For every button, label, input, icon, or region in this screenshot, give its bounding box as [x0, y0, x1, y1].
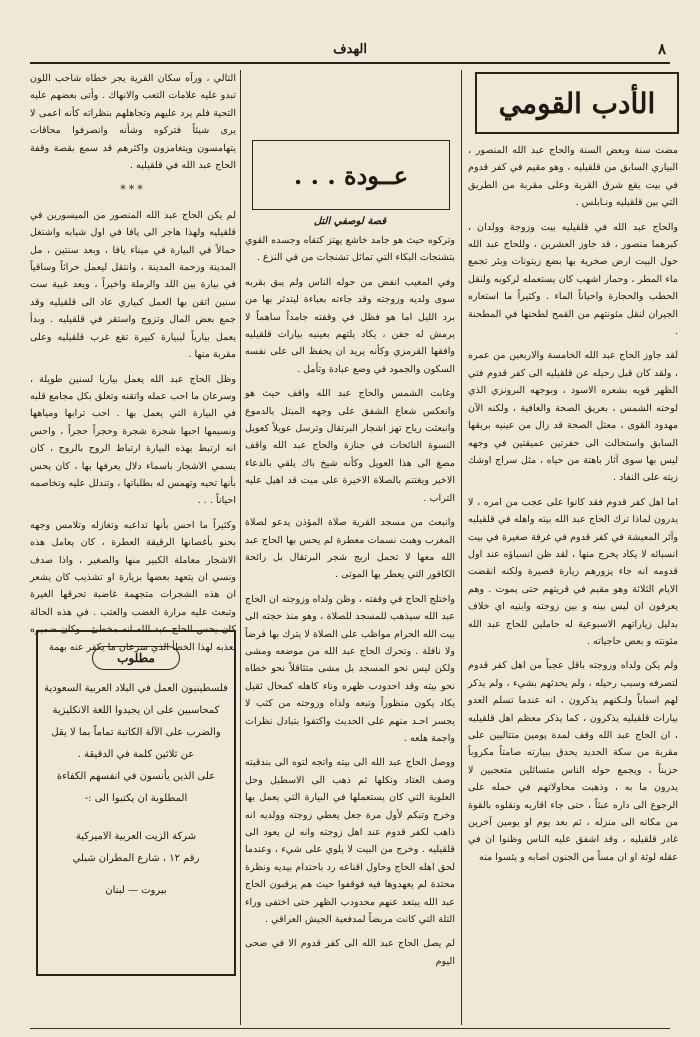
page-header	[30, 40, 670, 64]
ad-line: كمحاسبين على ان يجيدوا اللغة الانكليزية والضرب على الآلة الكاتبة تماماً بما لا يقل عن ثلاثين كلمة في الدقيقة .	[51, 705, 221, 760]
paragraph: اما اهل كفر قدوم فقد كانوا على عجب من امره ، لا يدرون لماذا ترك الحاج عبد الله بيته واهله في قلقيليه وآثر المعيشة في كفر قدوم في غرفة صغيرة في بيت انسبائه لا يكاد يخرج منها ، لقد ظن انسباؤه عند اول قدومه انه جاء يزورهم زيارة قصيرة ولكنه انقضت الايام الثلاثة وهو مقيم في قريتهم حتى يموت . وهم يعرفون ان ليس بينه و بين زوجته وابنيه اي خلاف بدليل زياراتهم الاسبوعية له حاملين للحاج عبد الله مئونته و بعض حاجياته .	[468, 496, 678, 647]
column-divider-right	[461, 70, 462, 1025]
ad-company: شركة الزيت العربية الاميركية	[75, 831, 197, 842]
paragraph: وكثيراً ما احس بأنها تداعبه وتغازله وتلامس وجهه بحنو بأغصانها الرقيقة العطرة ، كان يعامل هذه الاشجار معاملة الكبير منها والصغير ، واذا صدف ونسي ان يتعهد بعضها بزيارة او تشذيب كان يشعر ان هذه الشجرات متجهمة غاضبة تحرقها الغيرة وتبعث عليه مرارة الغضب والعتب . في هذه الحالة كان يحس الحاج عبد الله انه مخطئ ، وكان ضميره يعذبه لهذا الخطأ الذي سرعان ما يكفر عنه بهمة	[30, 519, 236, 653]
left-column	[30, 70, 236, 653]
right-column	[468, 70, 678, 1030]
paragraph: وانبعث من مسجد القرية صلاة المؤذن يدعو لصلاة المغرب وهبت نسمات معطرة لم يحس بها الحاج عبد الله معها لا تحمل اريج شجر البرتقال بل رائحة الكافور التي يعطر بها الموتى .	[245, 517, 455, 581]
ad-line: فلسطينيون العمل في البلاد العربية السعودية	[44, 683, 228, 694]
ad-title: مطلوب	[92, 646, 180, 670]
paragraph: ووصل الحاج عبد الله الى بيته واتجه لتوه الى بندقيته وصف العتاد ونكلها ثم ذهب الى الاسطبل وحل العلوية التي كان يستعملها في البيارة التي يعمل بها وخرج وتبكم لأول مرة جعل يعطي زوجته وولديه انه ذاهب لكفر قدوم عند اهل زوجته وانه لن يعود الى قلقيليه . وخرج من البيت لا يلوي على شيء ، وعندما لحق اهله الحاج وحاول اقناعه رد باحتدام بيديه ونظرة محتدة لم يعهدوها فيه فوقفوا حيث هم يرقبون الحاج عبد الله يبتعد عنهم محدودب الظهر حتى اختفى وراء التلة التي كانت مربضاً لمدفعية الجيش العراقي .	[245, 757, 455, 926]
column-divider-left	[240, 70, 241, 1025]
bottom-rule	[30, 1028, 670, 1029]
ad-line: على الذين يأنسون في انفسهم الكفاءة المطلوبة ان يكتبوا الى :-	[56, 771, 216, 804]
publication-title: الهدف	[333, 42, 367, 57]
story-byline: قصة لوصفي التل	[313, 216, 387, 227]
paragraph: واختلج الحاج في وقفته ، وظن ولداه وزوجته ان الحاج عبد الله سيذهب للمسجد للصلاة ، وهو منذ حجته الى بيت الله الحرام مواظب على الصلاة لا يترك بها فرضاً ولا نافلة . وتحرك الحاج عبد الله من موضعه ومشى ولكن ليس نحو المسجد بل مشى متثاقلاً نحو خطاه نحو بيته وقد احدودب ظهره وناء كاهله كمحال ثقيل يكاد يكون منظوراً وتبعه ولداه وزوجته من كثب لا يجسر احـد منهم على الحديث واكتفوا بتبادل نظرات واجمة هلعه .	[245, 593, 455, 744]
job-advertisement	[36, 630, 236, 976]
paragraph: والحاج عبد الله في قلقيليه بيت وزوجة وولدان ، كبرهما منصور ، قد جاوز العشرين ، وللحاج عبد الله حول البيت ارض صخرية بها بضع زيتونات وبئر تجمع ماء المطر ، وحمار اشهب كان يستعمله لركوبه ولنقل الحطب والحجارة واحياناً الماء . وكثيراً ما استعاره الجيران لنقل مئونتهم من القمح لطحنها في المطحنة .	[468, 221, 678, 338]
ad-address: رقم ١٢ ، شارع المطران شبلي	[72, 853, 200, 864]
paragraph: مضت سنة وبعض السنة والحاج عبد الله المنصور ، البياري السابق من قلقيليه ، وهو مقيم في كفر قدوم في بيت يقع شرق القرية وعلى مقربة من الطريق التي بين قلقيليه ونـابلس .	[468, 145, 678, 209]
paragraph: لم يصل الحاج عبد الله الى كفر قدوم الا في ضحى اليوم	[245, 938, 455, 967]
section-separator: ***	[120, 183, 146, 197]
paragraph: وفي المغيب انفض من حوله الناس ولم يبق بقربه سوى ولديه وزوجته وقد جاءته بعباءة ليتدثر بها من برد الليل اما هو فظل في وقفته جامداً ساهماً لا يرمش له جفن ، يكاد يلتهم بعينيه بيارات قلقيليه وافقها القرمزي وكأنه يريد ان يحفظ الى على نفسه السكون والجمود في وضع عبادة وتأمل .	[245, 276, 455, 375]
story-title: عــودة . . .	[293, 160, 409, 190]
paragraph: لم يكن الحاج عبد الله المنصور من الميسورين في قلقيليه ولهذا هاجر الى يافا في اول شبابه واشتغل حمالاً في البيارة في ميناء يافا ، وبعد سنتين ، مل المدينة وزحمة المدينة ، وانتقل ليعمل حراثاً وساقياً في بيارة بين اللد والرملة واخيراً ، وبعد غيبة ست سنين اتقن بها العمل كبياري عاد الى قلقيليه وقد جمع بعض المال وتزوج واستقر في قلقيليه . وبدأ يعمل بيارياً ليبيارة كبيرة تقع غرب قلقيليه وعلى مقربة منها .	[30, 209, 236, 361]
paragraph: وظل الحاج عبد الله يعمل بياريا لسنين طويلة ، وسرعان ما احب عمله واتقنه وتعلق بكل مجامع قلبه في البيارة التي يعمل بها . احب ترابها ومياهها ونسيمها احبها شجرة شجرة وحجراً حجراً ، واحس انه ارتبط بهذه البيارة ارتباط الروح بالروح ، كان يسمي الاشجار باسماء دلال يعرفها بها ، كان يحس بأنها تحيه وتهمس له بطلباتها ، وتندلل عليه وتخاصمه احياناً . . .	[30, 373, 236, 507]
middle-column	[245, 70, 455, 1030]
paragraph: وغابت الشمس والحاج عبد الله واقف حيث هو وانعكس شعاع الشفق على وجهه المبتل بالدموع وانبعثت رياح تهز اشجار البرتقال وترسل عويلاً كعويل النسوة النائحات في جنازة والحاج عبد الله واقف مصغ الى هذا العويل وكأنه شيخ باك يلقي بالدعاء الاخير ويغتنم بالصلاة الاخيرة على ميت قد اهيل عليه التراب .	[245, 388, 455, 504]
paragraph: وتركوه حيث هو جامد خاشع يهتز كتفاه وجسده القوي بتشنجات البكاء التي تماثل تشنجات من في النزع .	[245, 235, 455, 264]
paragraph: لقد جاوز الحاج عبد الله الخامسة والاربعين من عمره ، ولقد كان قبل رحيله عن قلقيليه الى كفر قدوم فتي الظهر قويه بشعره الاسود ، وبوجهه البرونزي الذي لوحته الشمس ، بعريق الصحة والعافية ، ولكنه الآن مهدود القوى ، معتل الصحة قد زال من عينيه بريقها السابق واستحالت الى حفرتين عميقتين في وجهه ليس بها سوى آثار باهتة من حياه ، مثل سراج اوشك زيته على النفاد .	[468, 350, 678, 484]
header-rule	[30, 62, 670, 64]
page-number: ٨	[657, 40, 666, 58]
ad-city: بيروت — لبنان	[105, 885, 167, 896]
paragraph: التالي ، ورآه سكان القرية يجر خطاه شاحب اللون تبدو عليه علامات التعب والانهاك . وأتى بعضهم عليه التحية فلم يرد عليهم وتجاهلهم بنظراته كأنه اعمى لا يرى شيئاً فتركوه وشأنه وانصرفوا محاقات يتهامسون ويتغامزون واكثرهم قد سمع بقصة وقفة الحاج عبد الله في قلقيليه .	[30, 73, 236, 172]
paragraph: ولم يكن ولداه وزوجته باقل عجباً من اهل كفر قدوم لتصرفه وسبب رحيله ، ولم يحدثهم بشيء ، ولم يذكر لهم اسباباً ولـكنهم يذكرون ، انه عندما تسلم العدو بيارات قلقيليه يذكرون ، كما يذكر معظم اهل قلقيليه ، ان الحاج عبد الله وقف لمدة يومين متتاليين على مقربة من سكة الحديد يحدق ببيارته صامتاً مكروباً حزيناً ، ويجمع حوله الناس متسائلين متعجبين لا يدرون ما به ، وذهبت محاولاتهم في حمله على الرجوع الى داره عبثاً ، حتى جاء اقاربه ونقلوه بالقوة من مكانه الى منزله ، ثم بعد يوم او يومين آخرين غادر قلقيليه ، وقد اشفق عليه الناس وظنوا ان في عقله لوثة او ان مساً من الجنون اصابه و يئسوا منه	[468, 660, 678, 863]
masthead-text: الأدب القومي	[498, 86, 656, 120]
